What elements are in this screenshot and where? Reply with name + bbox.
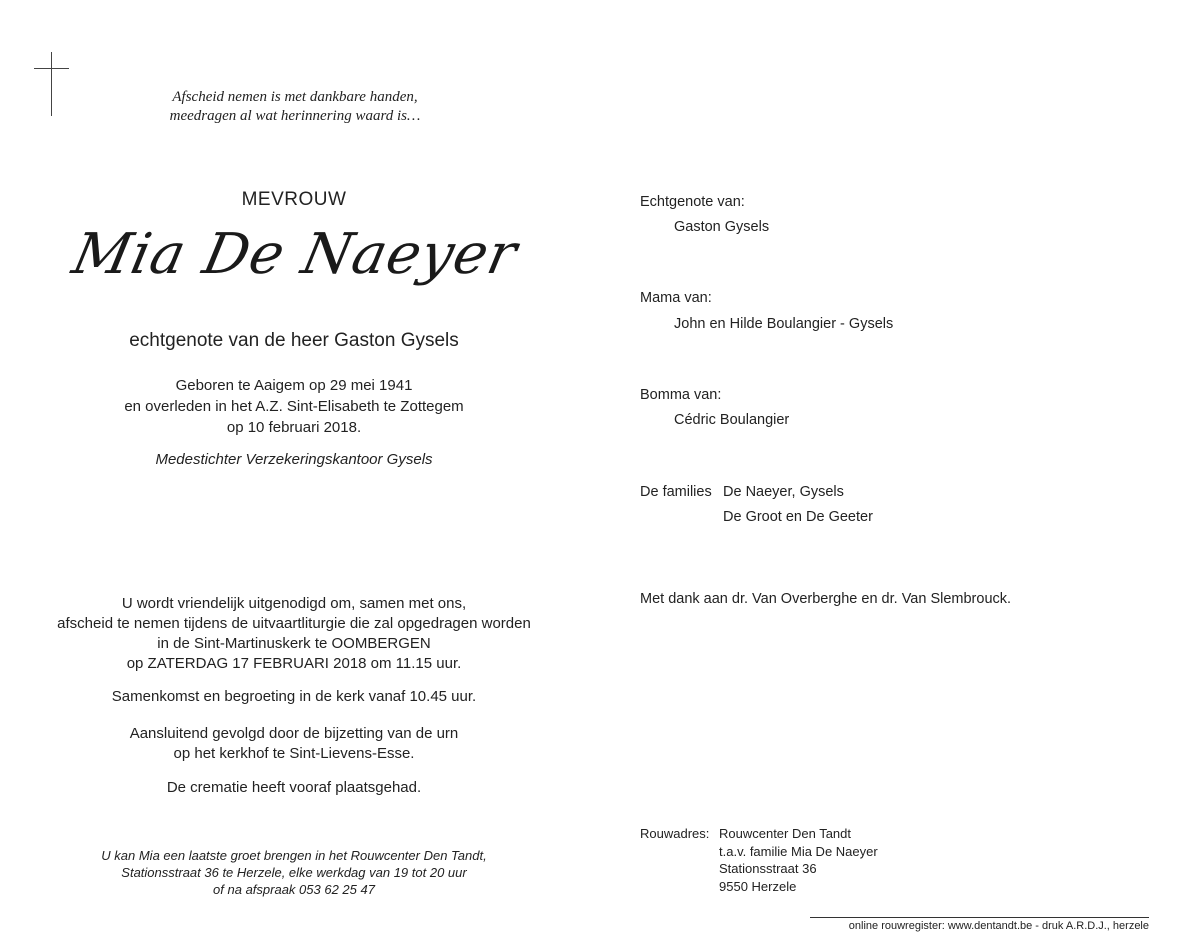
cremation-note: De crematie heeft vooraf plaatsgehad. — [166, 779, 422, 796]
poem — [130, 88, 460, 126]
invite-line-4: op ZATERDAG 17 FEBRUARI 2018 om 11.15 uur. — [126, 655, 462, 672]
address-line-3: Stationsstraat 36 — [719, 861, 817, 876]
cross-horizontal — [34, 68, 69, 69]
founder-note: Medestichter Verzekeringskantoor Gysels — [155, 451, 433, 468]
families-line-1: De Naeyer, Gysels — [723, 484, 844, 500]
address-line-4: 9550 Herzele — [719, 878, 797, 894]
footer-divider — [810, 917, 1149, 918]
poem-line-1: Afscheid nemen is met dankbare handen, — [172, 89, 418, 105]
address-label: Rouwadres: — [640, 826, 710, 841]
grandmother-label: Bomma van: — [640, 387, 722, 403]
mother-label: Mama van: — [640, 290, 712, 306]
gathering-note: Samenkomst en begroeting in de kerk vanaf 10.45 uur. — [111, 688, 477, 705]
birth-death-info — [60, 375, 528, 438]
birth-line: Geboren te Aaigem op 29 mei 1941 — [175, 377, 413, 394]
burial-line-1: Aansluitend gevolgd door de bijzetting van de urn — [129, 725, 459, 742]
burial-line-2: op het kerkhof te Sint-Lievens-Esse. — [173, 745, 415, 762]
grandchildren-names: Cédric Boulangier — [674, 412, 790, 428]
visit-line-2: Stationsstraat 36 te Herzele, elke werkdag van 19 tot 20 uur — [121, 865, 467, 880]
address-line-1: Rouwcenter Den Tandt — [719, 826, 852, 841]
visitation-note — [40, 847, 548, 898]
spouse-name: Gaston Gysels — [674, 219, 770, 235]
ceremony-invitation — [30, 594, 558, 674]
families-line-2: De Groot en De Geeter — [723, 509, 873, 525]
cross-vertical — [51, 52, 52, 116]
children-names: John en Hilde Boulangier - Gysels — [674, 316, 894, 332]
title-mevrouw: MEVROUW — [241, 189, 347, 210]
invite-line-2: afscheid te nemen tijdens de uitvaartliturgie die zal opgedragen worden — [57, 615, 531, 632]
footer-text: online rouwregister: www.dentandt.be - druk A.R.D.J., herzele — [848, 920, 1149, 932]
deceased-name: Mia De Naeyer — [66, 222, 524, 287]
poem-line-2: meedragen al wat herinnering waard is… — [169, 108, 421, 124]
visit-line-1: U kan Mia een laatste groet brengen in het Rouwcenter Den Tandt, — [101, 848, 487, 863]
invite-line-3: in de Sint-Martinuskerk te OOMBERGEN — [157, 635, 431, 652]
death-line: en overleden in het A.Z. Sint-Elisabeth te Zottegem — [124, 398, 464, 415]
families-label: De families — [640, 484, 712, 500]
spouse-label: Echtgenote van: — [640, 194, 745, 210]
thanks-note: Met dank aan dr. Van Overberghe en dr. Van Slembrouck. — [640, 591, 1012, 607]
spouse-line: echtgenote van de heer Gaston Gysels — [129, 330, 459, 351]
address-block — [719, 825, 878, 895]
burial-note — [30, 724, 558, 764]
visit-line-3: of na afspraak 053 62 25 47 — [213, 882, 375, 897]
invite-line-1: U wordt vriendelijk uitgenodigd om, samen met ons, — [121, 595, 467, 612]
death-date-line: op 10 februari 2018. — [226, 419, 362, 436]
address-line-2: t.a.v. familie Mia De Naeyer — [719, 843, 878, 859]
